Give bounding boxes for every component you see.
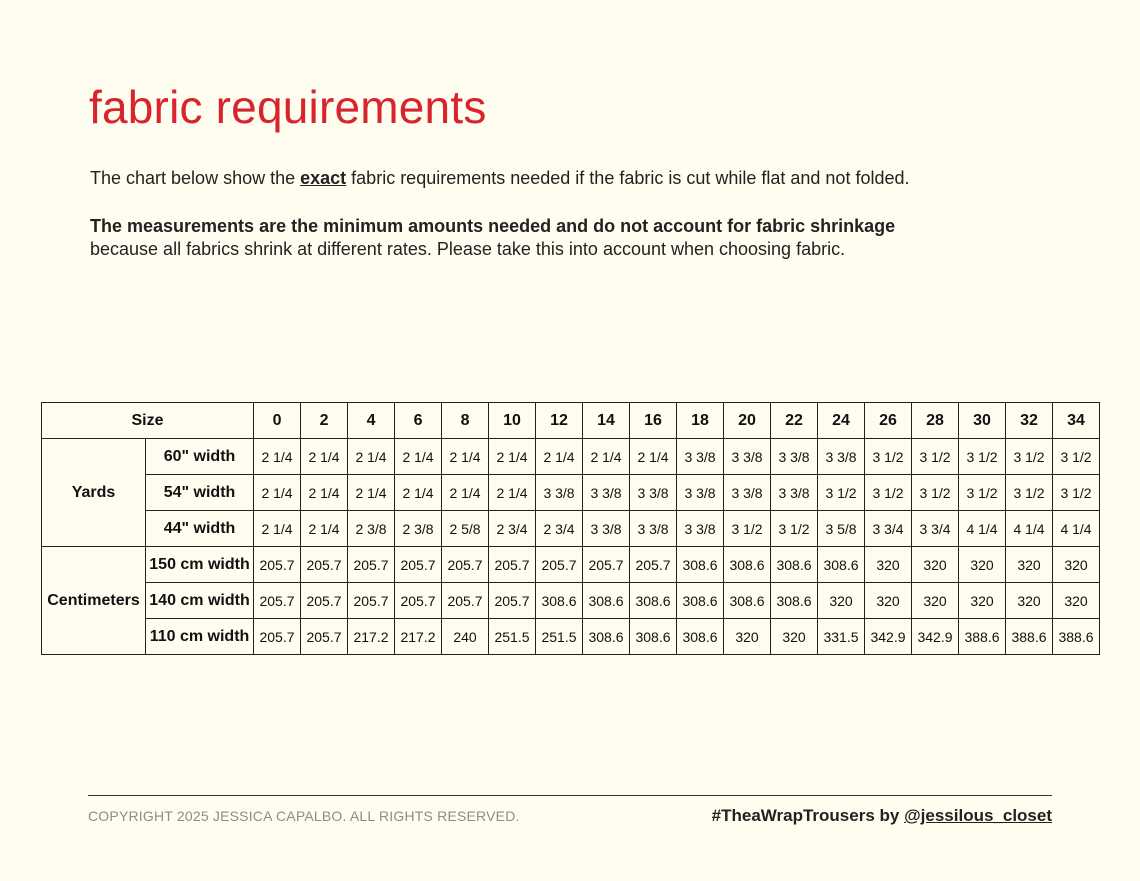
table-cell: 388.6 bbox=[1053, 619, 1100, 655]
table-cell: 3 1/2 bbox=[959, 439, 1006, 475]
table-cell: 3 1/2 bbox=[959, 475, 1006, 511]
table-cell: 2 1/4 bbox=[254, 475, 301, 511]
unit-group-label: Yards bbox=[42, 439, 146, 547]
table-cell: 3 3/8 bbox=[724, 475, 771, 511]
size-column-header: 12 bbox=[536, 403, 583, 439]
table-cell: 2 3/4 bbox=[536, 511, 583, 547]
table-cell: 251.5 bbox=[536, 619, 583, 655]
table-cell: 342.9 bbox=[865, 619, 912, 655]
table-cell: 205.7 bbox=[348, 547, 395, 583]
table-cell: 205.7 bbox=[395, 547, 442, 583]
size-column-header: 22 bbox=[771, 403, 818, 439]
table-cell: 320 bbox=[865, 547, 912, 583]
shrinkage-note bbox=[90, 215, 895, 261]
size-column-header: 32 bbox=[1006, 403, 1053, 439]
table-cell: 2 1/4 bbox=[489, 475, 536, 511]
table-cell: 2 1/4 bbox=[395, 439, 442, 475]
table-cell: 2 1/4 bbox=[489, 439, 536, 475]
table-cell: 205.7 bbox=[348, 583, 395, 619]
shrinkage-note-bold: The measurements are the minimum amounts needed and do not account for fabric shrinkage bbox=[90, 216, 896, 236]
table-cell: 3 3/8 bbox=[818, 439, 865, 475]
table-cell: 308.6 bbox=[630, 619, 677, 655]
table-cell: 2 1/4 bbox=[301, 511, 348, 547]
shrinkage-note-rest: because all fabrics shrink at different rates. Please take this into account when choosing fabric. bbox=[90, 239, 846, 259]
table-cell: 3 1/2 bbox=[1006, 475, 1053, 511]
table-cell: 342.9 bbox=[912, 619, 959, 655]
table-cell: 205.7 bbox=[301, 619, 348, 655]
table-cell: 2 1/4 bbox=[583, 439, 630, 475]
fabric-width-label: 150 cm width bbox=[146, 547, 254, 583]
table-cell: 308.6 bbox=[677, 583, 724, 619]
table-cell: 2 1/4 bbox=[630, 439, 677, 475]
table-cell: 308.6 bbox=[630, 583, 677, 619]
table-cell: 205.7 bbox=[630, 547, 677, 583]
table-cell: 217.2 bbox=[395, 619, 442, 655]
table-cell: 320 bbox=[912, 547, 959, 583]
table-cell: 320 bbox=[959, 547, 1006, 583]
size-header: Size bbox=[42, 403, 254, 439]
size-column-header: 6 bbox=[395, 403, 442, 439]
table-cell: 205.7 bbox=[489, 547, 536, 583]
fabric-width-label: 60" width bbox=[146, 439, 254, 475]
size-column-header: 18 bbox=[677, 403, 724, 439]
table-row bbox=[42, 619, 1100, 655]
table-cell: 3 1/2 bbox=[912, 439, 959, 475]
table-row bbox=[42, 547, 1100, 583]
size-column-header: 14 bbox=[583, 403, 630, 439]
table-cell: 320 bbox=[818, 583, 865, 619]
table-cell: 2 1/4 bbox=[395, 475, 442, 511]
table-cell: 3 1/2 bbox=[818, 475, 865, 511]
table-cell: 3 3/8 bbox=[771, 475, 818, 511]
size-column-header: 30 bbox=[959, 403, 1006, 439]
table-cell: 320 bbox=[1006, 547, 1053, 583]
table-cell: 3 3/8 bbox=[724, 439, 771, 475]
table-cell: 2 1/4 bbox=[348, 439, 395, 475]
table-cell: 2 1/4 bbox=[442, 439, 489, 475]
table-cell: 388.6 bbox=[1006, 619, 1053, 655]
table-cell: 320 bbox=[771, 619, 818, 655]
table-cell: 308.6 bbox=[724, 583, 771, 619]
table-cell: 331.5 bbox=[818, 619, 865, 655]
table-cell: 240 bbox=[442, 619, 489, 655]
table-cell: 320 bbox=[912, 583, 959, 619]
table-cell: 3 3/4 bbox=[912, 511, 959, 547]
table-cell: 2 1/4 bbox=[301, 439, 348, 475]
table-cell: 3 3/8 bbox=[536, 475, 583, 511]
table-cell: 4 1/4 bbox=[959, 511, 1006, 547]
size-column-header: 8 bbox=[442, 403, 489, 439]
table-cell: 320 bbox=[1006, 583, 1053, 619]
intro-emphasis: exact bbox=[300, 168, 347, 188]
table-cell: 2 1/4 bbox=[442, 475, 489, 511]
table-cell: 2 1/4 bbox=[536, 439, 583, 475]
copyright-text: COPYRIGHT 2025 JESSICA CAPALBO. ALL RIGHTS RESERVED. bbox=[88, 808, 520, 824]
table-cell: 308.6 bbox=[724, 547, 771, 583]
table-cell: 2 1/4 bbox=[254, 439, 301, 475]
table-cell: 3 3/8 bbox=[677, 511, 724, 547]
table-cell: 308.6 bbox=[818, 547, 865, 583]
table-cell: 205.7 bbox=[301, 547, 348, 583]
table-cell: 3 1/2 bbox=[1053, 439, 1100, 475]
table-cell: 4 1/4 bbox=[1006, 511, 1053, 547]
table-cell: 4 1/4 bbox=[1053, 511, 1100, 547]
table-cell: 2 1/4 bbox=[348, 475, 395, 511]
table-cell: 320 bbox=[1053, 547, 1100, 583]
table-cell: 205.7 bbox=[254, 547, 301, 583]
size-column-header: 26 bbox=[865, 403, 912, 439]
table-cell: 3 3/8 bbox=[677, 475, 724, 511]
fabric-width-label: 140 cm width bbox=[146, 583, 254, 619]
table-cell: 3 1/2 bbox=[1053, 475, 1100, 511]
table-cell: 3 3/8 bbox=[583, 511, 630, 547]
table-cell: 2 1/4 bbox=[254, 511, 301, 547]
table-cell: 251.5 bbox=[489, 619, 536, 655]
table-cell: 217.2 bbox=[348, 619, 395, 655]
table-cell: 320 bbox=[959, 583, 1006, 619]
instagram-handle-link[interactable]: @jessilous_closet bbox=[904, 806, 1052, 825]
pattern-credit bbox=[712, 806, 1052, 826]
fabric-width-label: 54" width bbox=[146, 475, 254, 511]
table-cell: 320 bbox=[724, 619, 771, 655]
table-cell: 2 3/8 bbox=[395, 511, 442, 547]
table-cell: 320 bbox=[1053, 583, 1100, 619]
size-column-header: 28 bbox=[912, 403, 959, 439]
table-cell: 205.7 bbox=[301, 583, 348, 619]
table-cell: 3 3/8 bbox=[771, 439, 818, 475]
unit-group-label: Centimeters bbox=[42, 547, 146, 655]
size-column-header: 20 bbox=[724, 403, 771, 439]
table-cell: 2 1/4 bbox=[301, 475, 348, 511]
table-cell: 308.6 bbox=[771, 583, 818, 619]
fabric-width-label: 44" width bbox=[146, 511, 254, 547]
table-header-row bbox=[42, 403, 1100, 439]
table-cell: 3 3/8 bbox=[583, 475, 630, 511]
table-cell: 205.7 bbox=[442, 547, 489, 583]
table-cell: 205.7 bbox=[395, 583, 442, 619]
table-cell: 3 1/2 bbox=[865, 475, 912, 511]
table-cell: 205.7 bbox=[254, 619, 301, 655]
size-column-header: 10 bbox=[489, 403, 536, 439]
page-title: fabric requirements bbox=[89, 81, 487, 133]
table-cell: 3 1/2 bbox=[771, 511, 818, 547]
intro-paragraph bbox=[90, 168, 910, 189]
table-cell: 205.7 bbox=[536, 547, 583, 583]
table-cell: 3 5/8 bbox=[818, 511, 865, 547]
table-cell: 2 3/8 bbox=[348, 511, 395, 547]
table-cell: 308.6 bbox=[771, 547, 818, 583]
table-row bbox=[42, 511, 1100, 547]
table-cell: 308.6 bbox=[677, 547, 724, 583]
table-cell: 3 3/8 bbox=[630, 511, 677, 547]
table-row bbox=[42, 475, 1100, 511]
table-cell: 205.7 bbox=[583, 547, 630, 583]
size-column-header: 24 bbox=[818, 403, 865, 439]
table-cell: 2 3/4 bbox=[489, 511, 536, 547]
table-cell: 3 3/4 bbox=[865, 511, 912, 547]
table-cell: 308.6 bbox=[677, 619, 724, 655]
table-cell: 320 bbox=[865, 583, 912, 619]
credit-prefix: #TheaWrapTrousers by bbox=[711, 806, 905, 825]
fabric-requirements-table bbox=[41, 402, 1100, 655]
table-cell: 205.7 bbox=[489, 583, 536, 619]
table-cell: 388.6 bbox=[959, 619, 1006, 655]
intro-text-after: fabric requirements needed if the fabric is cut while flat and not folded. bbox=[346, 168, 910, 188]
size-column-header: 0 bbox=[254, 403, 301, 439]
size-column-header: 16 bbox=[630, 403, 677, 439]
table-cell: 3 1/2 bbox=[912, 475, 959, 511]
table-cell: 3 3/8 bbox=[630, 475, 677, 511]
table-cell: 3 1/2 bbox=[724, 511, 771, 547]
size-column-header: 34 bbox=[1053, 403, 1100, 439]
table-row bbox=[42, 583, 1100, 619]
table-cell: 308.6 bbox=[583, 619, 630, 655]
intro-text-before: The chart below show the bbox=[90, 168, 301, 188]
table-cell: 3 3/8 bbox=[677, 439, 724, 475]
table-cell: 308.6 bbox=[536, 583, 583, 619]
footer-divider bbox=[88, 795, 1052, 796]
table-cell: 3 1/2 bbox=[1006, 439, 1053, 475]
size-column-header: 2 bbox=[301, 403, 348, 439]
size-column-header: 4 bbox=[348, 403, 395, 439]
fabric-width-label: 110 cm width bbox=[146, 619, 254, 655]
table-row bbox=[42, 439, 1100, 475]
table-cell: 3 1/2 bbox=[865, 439, 912, 475]
table-cell: 205.7 bbox=[442, 583, 489, 619]
table-cell: 205.7 bbox=[254, 583, 301, 619]
table-cell: 2 5/8 bbox=[442, 511, 489, 547]
table-cell: 308.6 bbox=[583, 583, 630, 619]
